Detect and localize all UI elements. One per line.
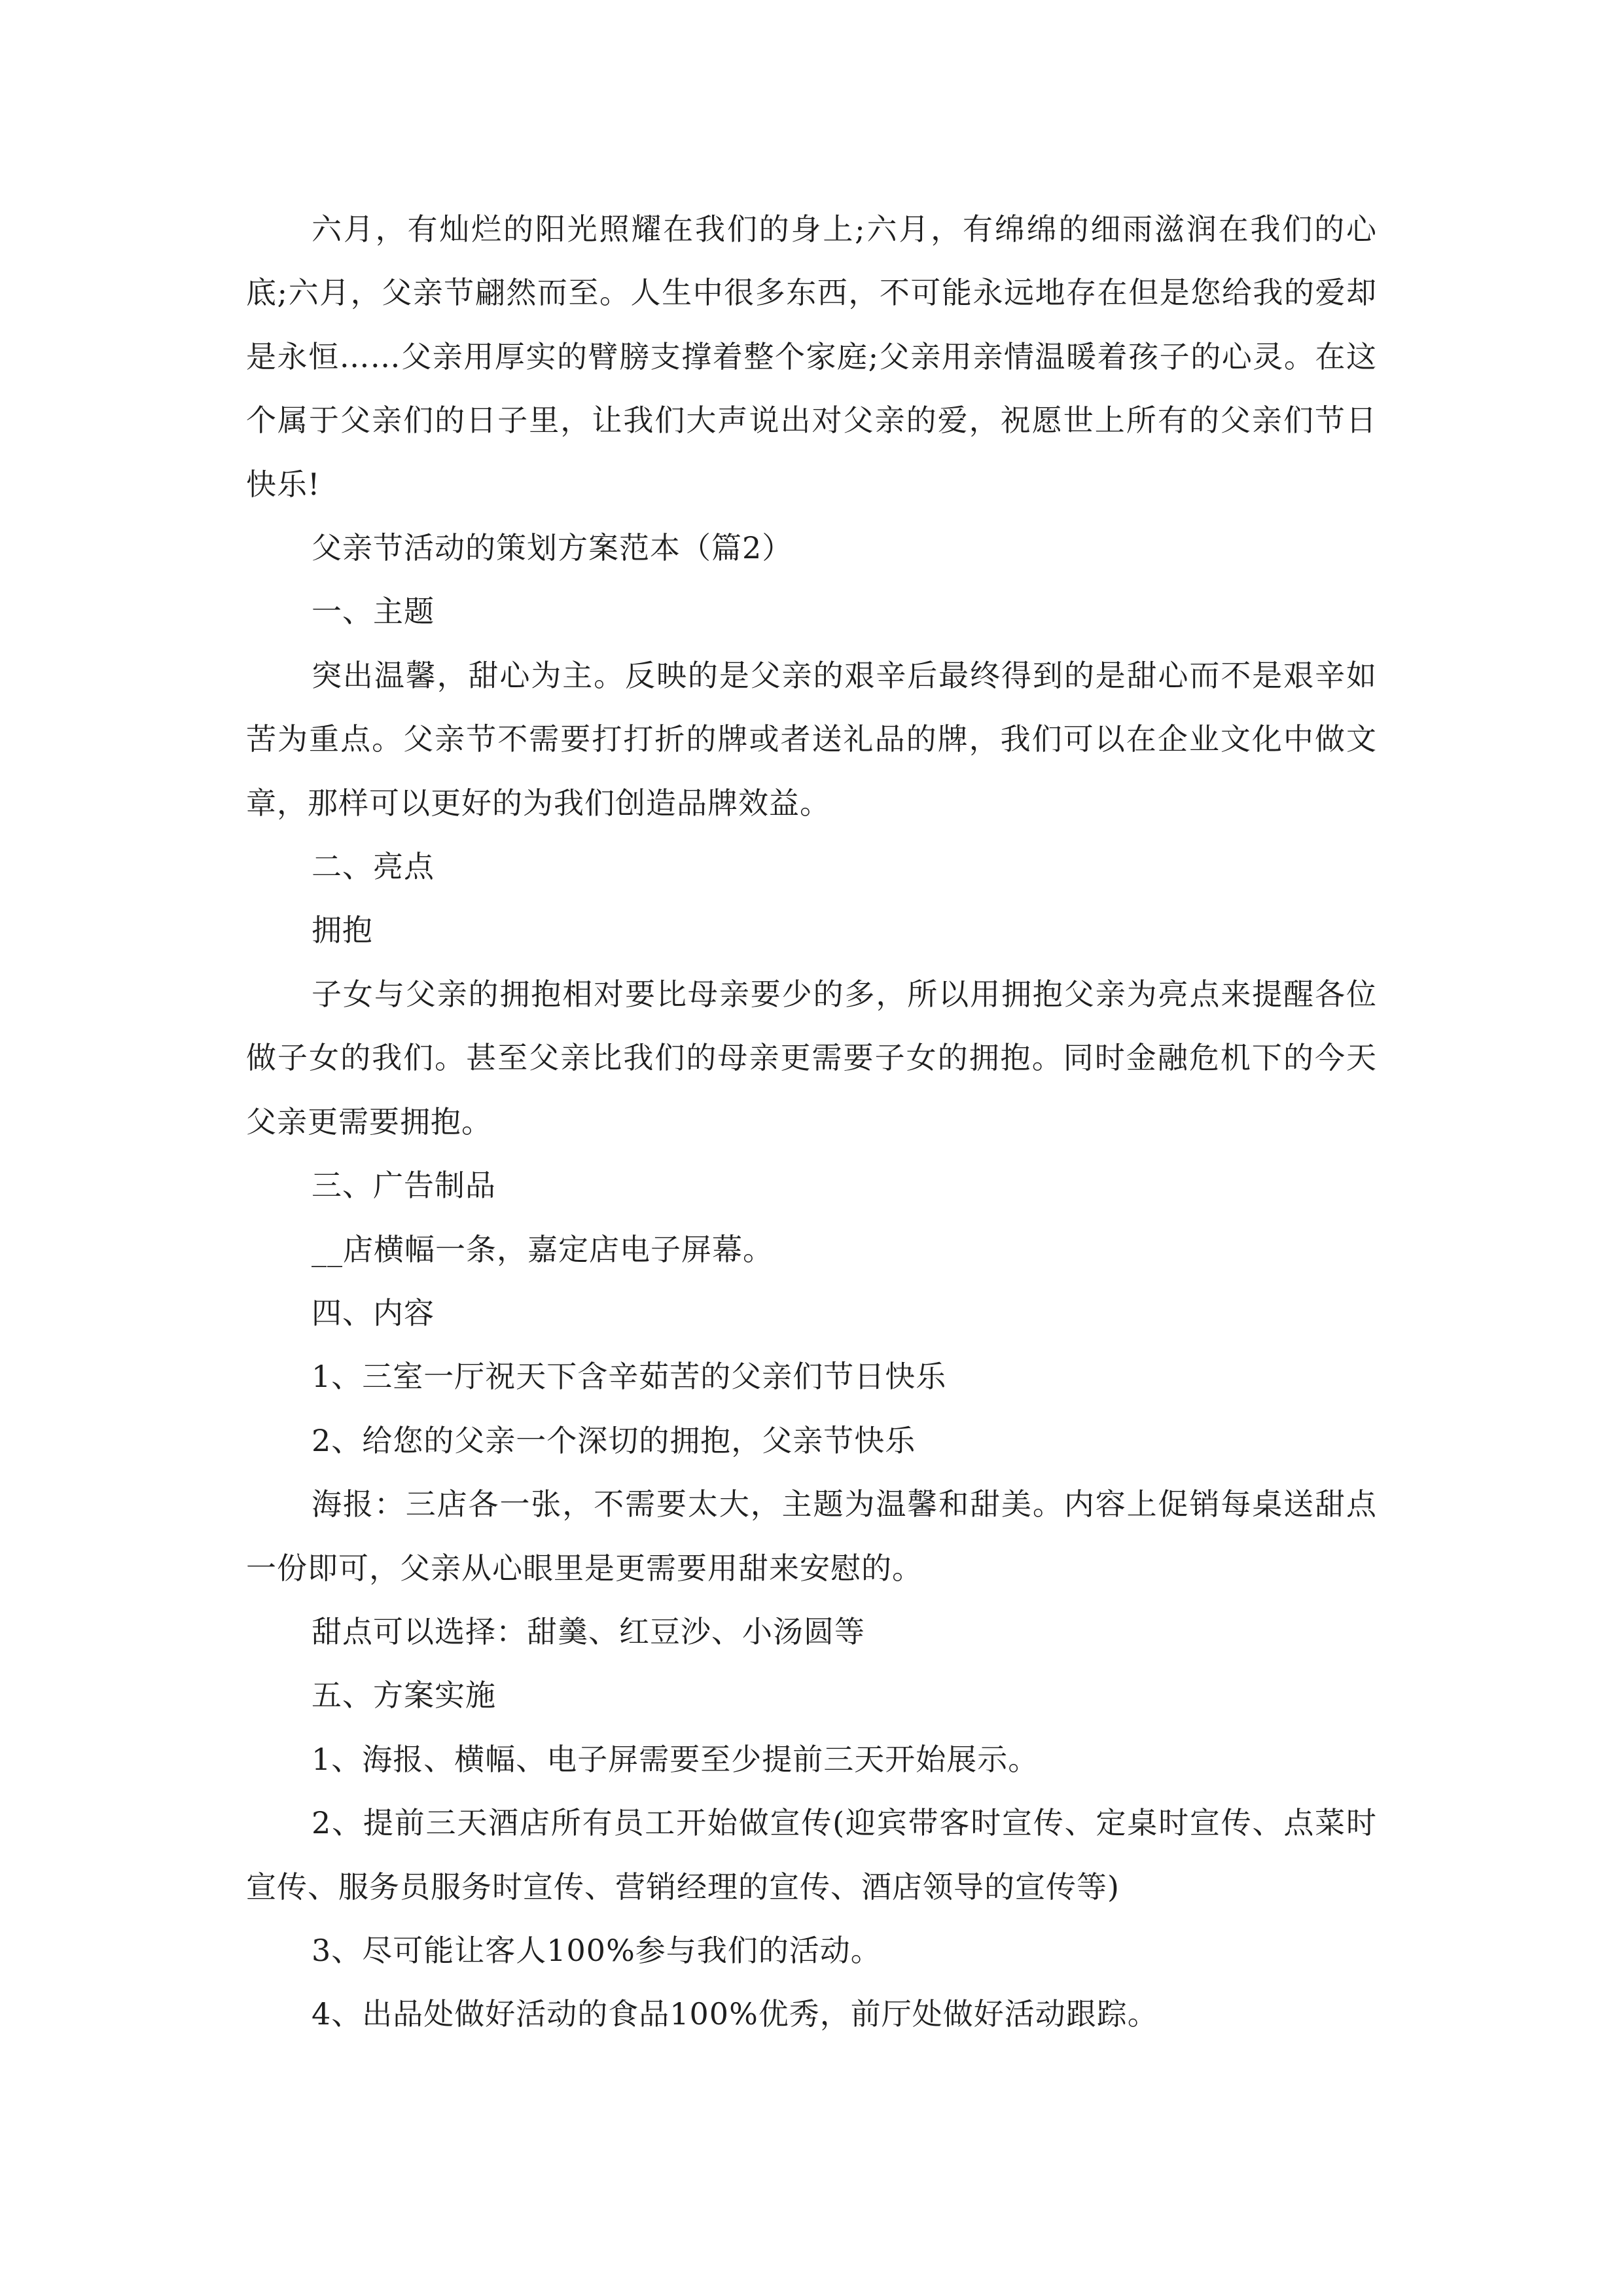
heading-advertising: 三、广告制品: [312, 1168, 496, 1204]
content-item-2: 2、给您的父亲一个深切的拥抱，父亲节快乐: [312, 1422, 916, 1458]
implementation-item-4: 4、出品处做好活动的食品100%优秀，前厅处做好活动跟踪。: [312, 1996, 1158, 2032]
document-body: [246, 198, 1377, 2047]
heading-content: 四、内容: [312, 1295, 435, 1331]
implementation-item-3: 3、尽可能让客人100%参与我们的活动。: [312, 1932, 882, 1968]
highlight-paragraph: 子女与父亲的拥抱相对要比母亲要少的多，所以用拥抱父亲为亮点来提醒各位做子女的我们。甚至父亲比我们的母亲更需要子女的拥抱。同时金融危机下的今天父亲更需要拥抱。: [246, 976, 1377, 1139]
content-item-1: 1、三室一厅祝天下含辛茹苦的父亲们节日快乐: [312, 1359, 947, 1395]
heading-highlight: 二、亮点: [312, 849, 435, 885]
poster-paragraph: 海报：三店各一张，不需要太大，主题为温馨和甜美。内容上促销每桌送甜点一份即可，父亲从心眼里是更需要用甜来安慰的。: [246, 1486, 1377, 1586]
highlight-title: 拥抱: [312, 912, 373, 948]
implementation-item-2: 2、提前三天酒店所有员工开始做宣传(迎宾带客时宣传、定桌时宣传、点菜时宣传、服务员服务时宣传、营销经理的宣传、酒店领导的宣传等): [246, 1805, 1377, 1905]
section-title: 父亲节活动的策划方案范本（篇2）: [312, 530, 793, 566]
advertising-paragraph: __店横幅一条，嘉定店电子屏幕。: [312, 1231, 774, 1267]
theme-paragraph: 突出温馨，甜心为主。反映的是父亲的艰辛后最终得到的是甜心而不是艰辛如苦为重点。父亲节不需要打打折的牌或者送礼品的牌，我们可以在企业文化中做文章，那样可以更好的为我们创造品牌效益。: [246, 657, 1377, 821]
implementation-item-1: 1、海报、横幅、电子屏需要至少提前三天开始展示。: [312, 1741, 1039, 1777]
heading-theme: 一、主题: [312, 594, 435, 630]
intro-paragraph: 六月，有灿烂的阳光照耀在我们的身上;六月，有绵绵的细雨滋润在我们的心底;六月，父亲节翩然而至。人生中很多东西，不可能永远地存在但是您给我的爱却是永恒……父亲用厚实的臂膀支撑着整个家庭;父亲用亲情温暖着孩子的心灵。在这个属于父亲们的日子里，让我们大声说出对父亲的爱，祝愿世上所有的父亲们节日快乐!: [246, 211, 1377, 502]
heading-implementation: 五、方案实施: [312, 1677, 496, 1713]
dessert-paragraph: 甜点可以选择：甜羹、红豆沙、小汤圆等: [312, 1613, 865, 1649]
